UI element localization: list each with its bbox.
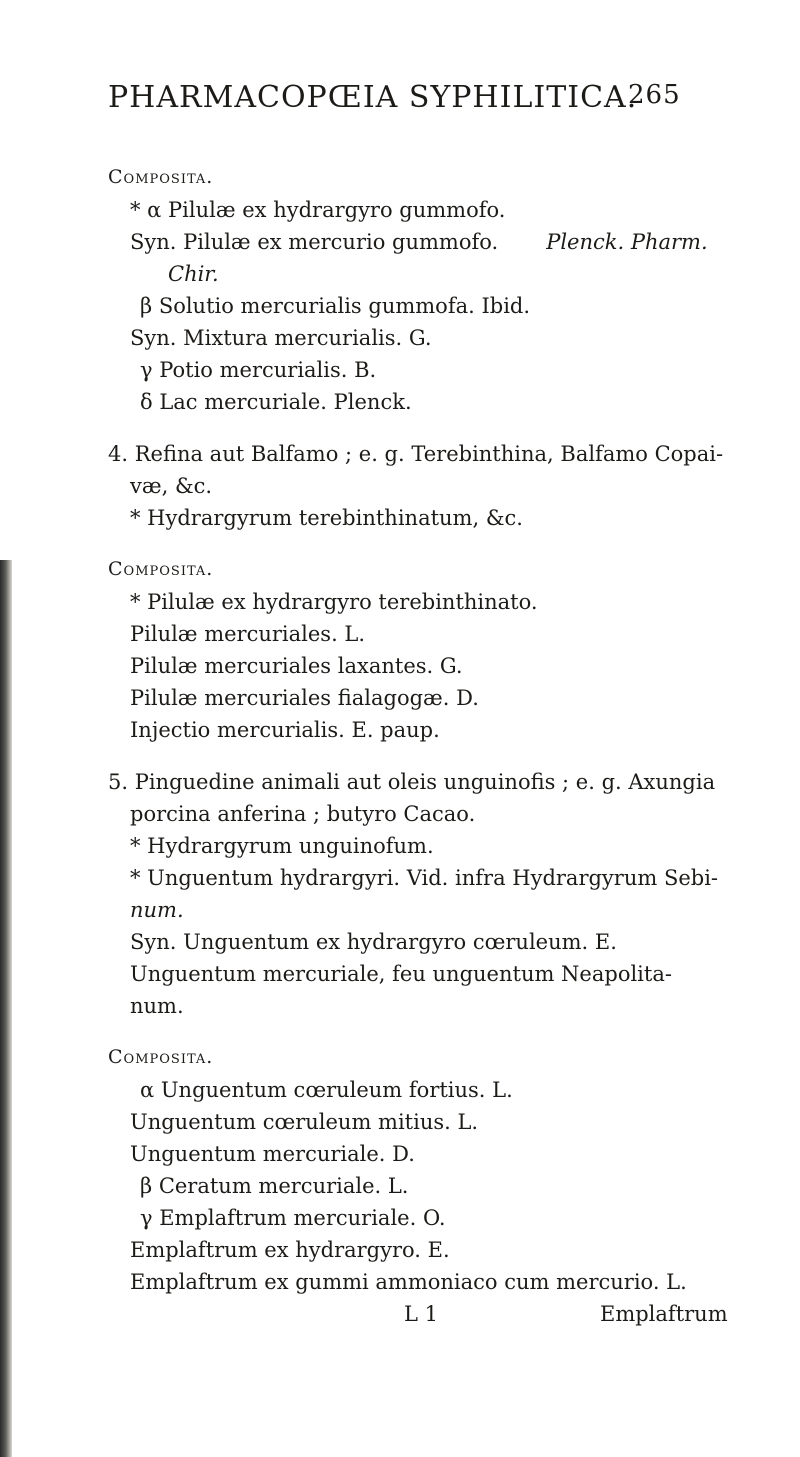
text-line-content: β Solutio mercurialis gummofa. Ibid. [140,294,531,318]
text-line [140,392,412,413]
text-line-content: Emplaftrum [600,1302,728,1326]
text-line [600,1304,728,1325]
text-line-content: * Hydrargyrum unguinofum. [130,834,434,858]
text-line [130,996,184,1017]
running-header [108,80,708,115]
text-line [130,868,718,889]
text-line [130,592,538,613]
text-line-content: δ Lac mercuriale. Plenck. [140,390,412,414]
text-line-content: α Unguentum cœruleum fortius. L. [140,1078,513,1102]
text-line-content: β Ceratum mercuriale. L. [140,1174,409,1198]
text-line-content: Chir. [168,262,219,286]
text-line-content: Syn. Mixtura mercurialis. G. [130,326,432,350]
text-line-content: Unguentum cœruleum mitius. L. [130,1110,479,1134]
text-line [130,688,479,709]
text-line-content: Injectio mercurialis. E. paup. [130,718,440,742]
text-line [130,200,505,221]
text-line [108,772,715,793]
text-line [140,1176,408,1197]
text-line-content: Syn. Pilulæ ex mercurio gummofo. [130,230,499,254]
text-line-content: Emplaftrum ex gummi ammoniaco cum mercurio. L. [130,1270,687,1294]
text-line-content: * Unguentum hydrargyri. Vid. infra Hydrargyrum Sebi- [130,866,719,890]
text-line-content: porcina anferina ; butyro Cacao. [130,802,476,826]
text-line-content: 5. Pinguedine animali aut oleis unguinofis ; e. g. Axungia [108,770,716,794]
text-line [130,900,184,921]
text-line-content: Composita. [108,558,214,580]
text-line-content: Syn. Unguentum ex hydrargyro cœruleum. E. [130,930,617,954]
text-line [130,836,434,857]
running-title: PHARMACOPŒIA SYPHILITICA. [108,80,638,115]
text-line [130,1272,687,1293]
text-line-reference: Plenck. Pharm. [546,230,708,254]
text-line [108,444,723,465]
text-line [168,264,219,285]
text-line-content: Composita. [108,166,214,188]
text-line [130,476,212,497]
text-line-content: Unguentum mercuriale. D. [130,1142,415,1166]
text-line [130,328,432,349]
text-line [130,1240,450,1261]
text-line [130,1112,478,1133]
text-line-content: Pilulæ mercuriales laxantes. G. [130,654,463,678]
text-line [130,1144,415,1165]
text-line [108,168,213,187]
text-line-content: num. [130,994,184,1018]
text-line [108,1048,213,1067]
text-line-content: * α Pilulæ ex hydrargyro gummofo. [130,198,506,222]
text-line-content: væ, &c. [130,474,213,498]
text-line [404,1304,438,1325]
text-line-content: L 1 [404,1302,438,1326]
text-line-content: * Hydrargyrum terebinthinatum, &c. [130,506,523,530]
text-line [108,560,213,579]
text-line-content: 4. Refina aut Balfamo ; e. g. Terebinthina, Balfamo Copai- [108,442,724,466]
text-line [140,1080,513,1101]
page-number: 265 [628,80,681,110]
text-line [130,232,708,253]
text-line-content: Pilulæ mercuriales. L. [130,622,366,646]
text-line-content: Pilulæ mercuriales fialagogæ. D. [130,686,479,710]
text-line [130,932,617,953]
text-line [130,804,475,825]
text-line-content: num. [130,898,184,922]
text-line [140,1208,446,1229]
text-line [130,624,365,645]
text-line [140,296,530,317]
text-line [130,508,523,529]
text-line [130,656,463,677]
text-line [130,964,672,985]
text-line-content: γ Potio mercurialis. B. [140,358,377,382]
text-line [130,720,440,741]
text-line-content: Unguentum mercuriale, feu unguentum Neapolita- [130,962,672,986]
text-line-content: γ Emplaftrum mercuriale. O. [140,1206,446,1230]
text-line-content: Composita. [108,1046,214,1068]
text-line [140,360,376,381]
text-line-content: * Pilulæ ex hydrargyro terebinthinato. [130,590,538,614]
text-line-content: Emplaftrum ex hydrargyro. E. [130,1238,450,1262]
